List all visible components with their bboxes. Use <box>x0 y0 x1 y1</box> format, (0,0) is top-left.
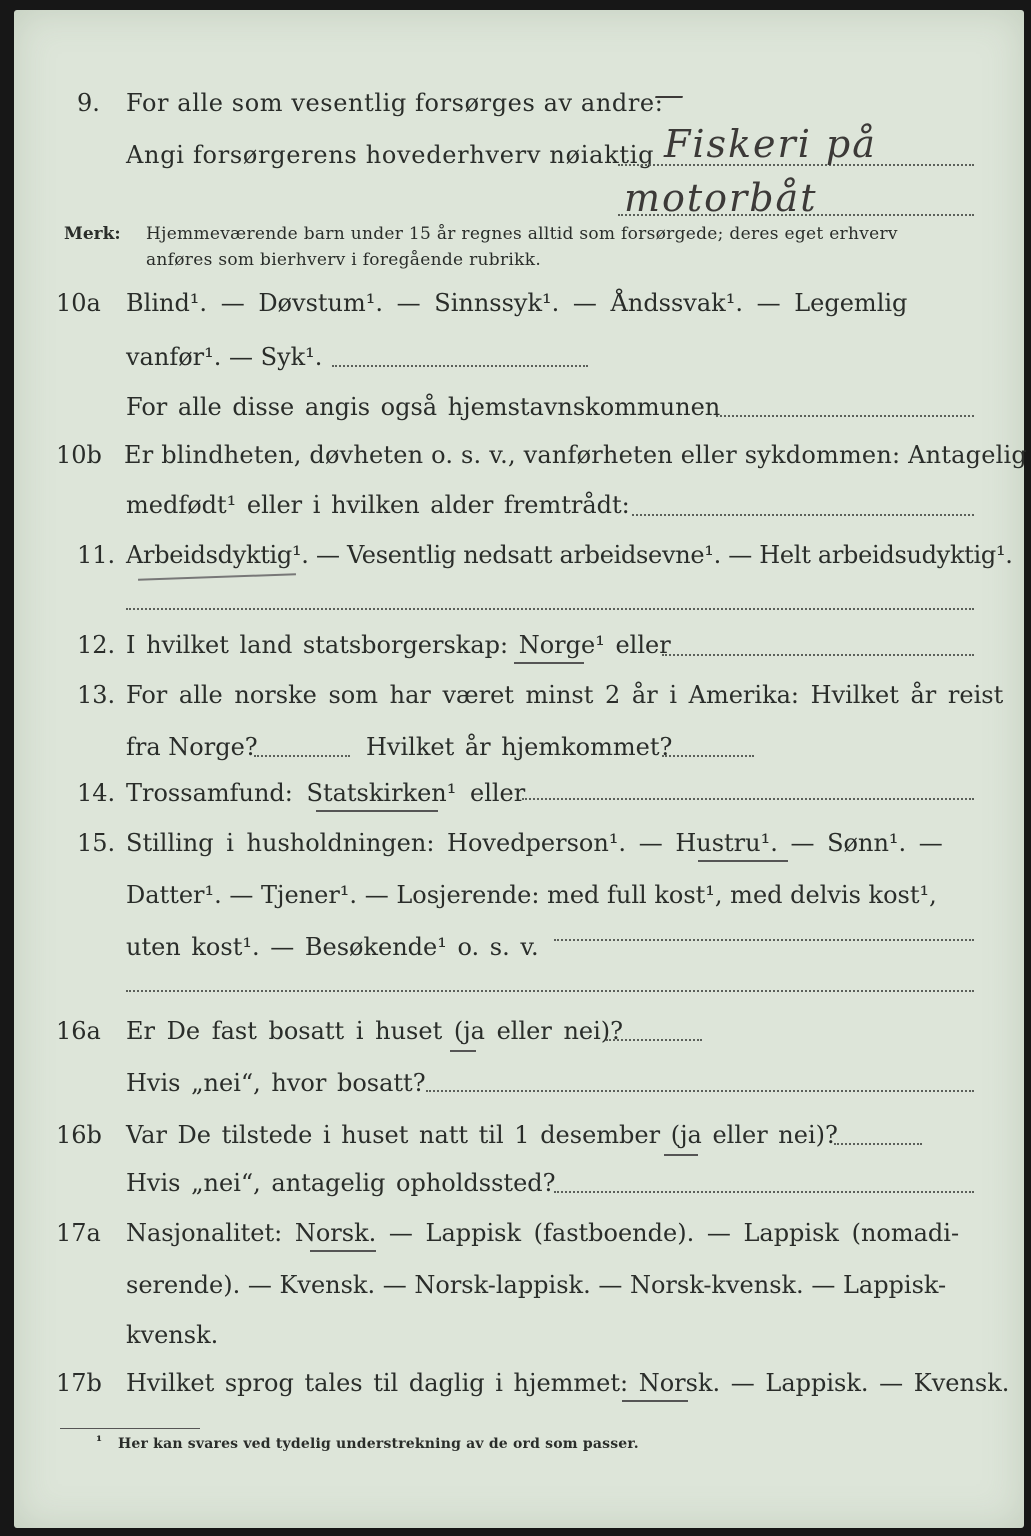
q16b-number: 16b <box>56 1121 102 1149</box>
q12-norge-underline <box>514 662 584 664</box>
q10a-line1: Blind¹. — Døvstum¹. — Sinnssyk¹. — Åndssvak¹. — Legemlig <box>126 289 908 317</box>
q16a-number: 16a <box>56 1017 101 1045</box>
q10a-kommune-line <box>716 415 974 417</box>
q17a-number: 17a <box>56 1219 101 1247</box>
q11-number: 11. <box>77 541 116 569</box>
q14-statskirken-underline <box>316 810 438 812</box>
q15-line3: uten kost¹. — Besøkende¹ o. s. v. <box>126 933 539 961</box>
q13-line2b: Hvilket år hjemkommet? <box>366 733 673 761</box>
q10a-line3: For alle disse angis også hjemstavnskommunen <box>126 393 721 421</box>
q10a-number: 10a <box>56 289 101 317</box>
q16b-ja-underline <box>664 1154 698 1156</box>
q17a-norsk-underline <box>310 1250 376 1252</box>
q13-line1: For alle norske som har været minst 2 år i Amerika: Hvilket år reist <box>126 681 1004 709</box>
q15-line2: Datter¹. — Tjener¹. — Losjerende: med full kost¹, med delvis kost¹, <box>126 881 937 909</box>
q12-number: 12. <box>77 631 116 659</box>
q9-handwritten-dash: — <box>654 78 686 113</box>
q15-answer-line-2 <box>126 990 974 992</box>
q14-answer-line <box>522 798 974 800</box>
q13-reist-line <box>254 755 350 757</box>
q14-number: 14. <box>77 779 116 807</box>
q10b-answer-line <box>632 514 974 516</box>
q13-hjemkommet-line <box>662 755 754 757</box>
q17b-line1: Hvilket sprog tales til daglig i hjemmet: Norsk. — Lappisk. — Kvensk. <box>126 1369 1010 1397</box>
q9-handwritten-answer-1: Fiskeri på <box>664 122 877 166</box>
q16b-oppholdssted-line <box>554 1191 974 1193</box>
q16b-line2: Hvis „nei“, antagelig opholdssted? <box>126 1169 556 1197</box>
q11-underline-mark <box>138 573 296 581</box>
q10b-number: 10b <box>56 441 102 469</box>
q9-line2: Angi forsørgerens hovederhverv nøiaktig <box>126 141 655 169</box>
q17b-number: 17b <box>56 1369 102 1397</box>
q16a-line2: Hvis „nei“, hvor bosatt? <box>126 1069 426 1097</box>
footnote-separator <box>60 1428 200 1429</box>
q9-number: 9. <box>77 89 100 117</box>
q17a-line1: Nasjonalitet: Norsk. — Lappisk (fastboende). — Lappisk (nomadi- <box>126 1219 960 1247</box>
merk-label: Merk: <box>64 224 121 244</box>
q10b-line2: medfødt¹ eller i hvilken alder fremtrådt: <box>126 491 630 519</box>
q16a-answer-line <box>606 1039 702 1041</box>
q16b-answer-line <box>834 1143 922 1145</box>
q12-line1: I hvilket land statsborgerskap: Norge¹ eller <box>126 631 671 659</box>
footnote-mark: ¹ <box>96 1434 103 1450</box>
q15-line1: Stilling i husholdningen: Hovedperson¹. — Hustru¹. — Sønn¹. — <box>126 829 943 857</box>
q10a-answer-line <box>332 365 588 367</box>
footnote-text: Her kan svares ved tydelig understrekning av de ord som passer. <box>118 1436 639 1452</box>
q9-line1: For alle som vesentlig forsørges av andre: <box>126 89 664 117</box>
census-form-page <box>14 10 1027 1528</box>
q16a-ja-underline <box>450 1050 476 1052</box>
merk-line1: Hjemmeværende barn under 15 år regnes alltid som forsørgede; deres eget erhverv <box>146 224 898 244</box>
q9-handwritten-answer-2: motorbåt <box>624 176 818 220</box>
q11-line1: Arbeidsdyktig¹. — Vesentlig nedsatt arbeidsevne¹. — Helt arbeidsudyktig¹. <box>126 541 1013 569</box>
q11-answer-line <box>126 608 974 610</box>
q15-number: 15. <box>77 829 116 857</box>
q17a-line3: kvensk. <box>126 1321 219 1349</box>
q17a-line2: serende). — Kvensk. — Norsk-lappisk. — Norsk-kvensk. — Lappisk- <box>126 1271 947 1299</box>
q10a-line2: vanfør¹. — Syk¹. <box>126 343 323 371</box>
q10b-line1: Er blindheten, døvheten o. s. v., vanførheten eller sykdommen: Antagelig <box>124 441 1027 469</box>
q12-answer-line <box>662 654 974 656</box>
q13-number: 13. <box>77 681 116 709</box>
q13-line2a: fra Norge? <box>126 733 258 761</box>
q15-hustru-underline <box>698 860 788 862</box>
q15-answer-line <box>554 939 974 941</box>
q16b-line1: Var De tilstede i huset natt til 1 desember (ja eller nei)? <box>126 1121 838 1149</box>
q9-answer-line-2 <box>618 214 974 216</box>
merk-line2: anføres som bierhverv i foregående rubrikk. <box>146 250 542 270</box>
q17b-norsk-underline <box>622 1400 688 1402</box>
q16a-line1: Er De fast bosatt i huset (ja eller nei)? <box>126 1017 624 1045</box>
q16a-bosatt-line <box>426 1090 974 1092</box>
q14-line1: Trossamfund: Statskirken¹ eller <box>126 779 526 807</box>
